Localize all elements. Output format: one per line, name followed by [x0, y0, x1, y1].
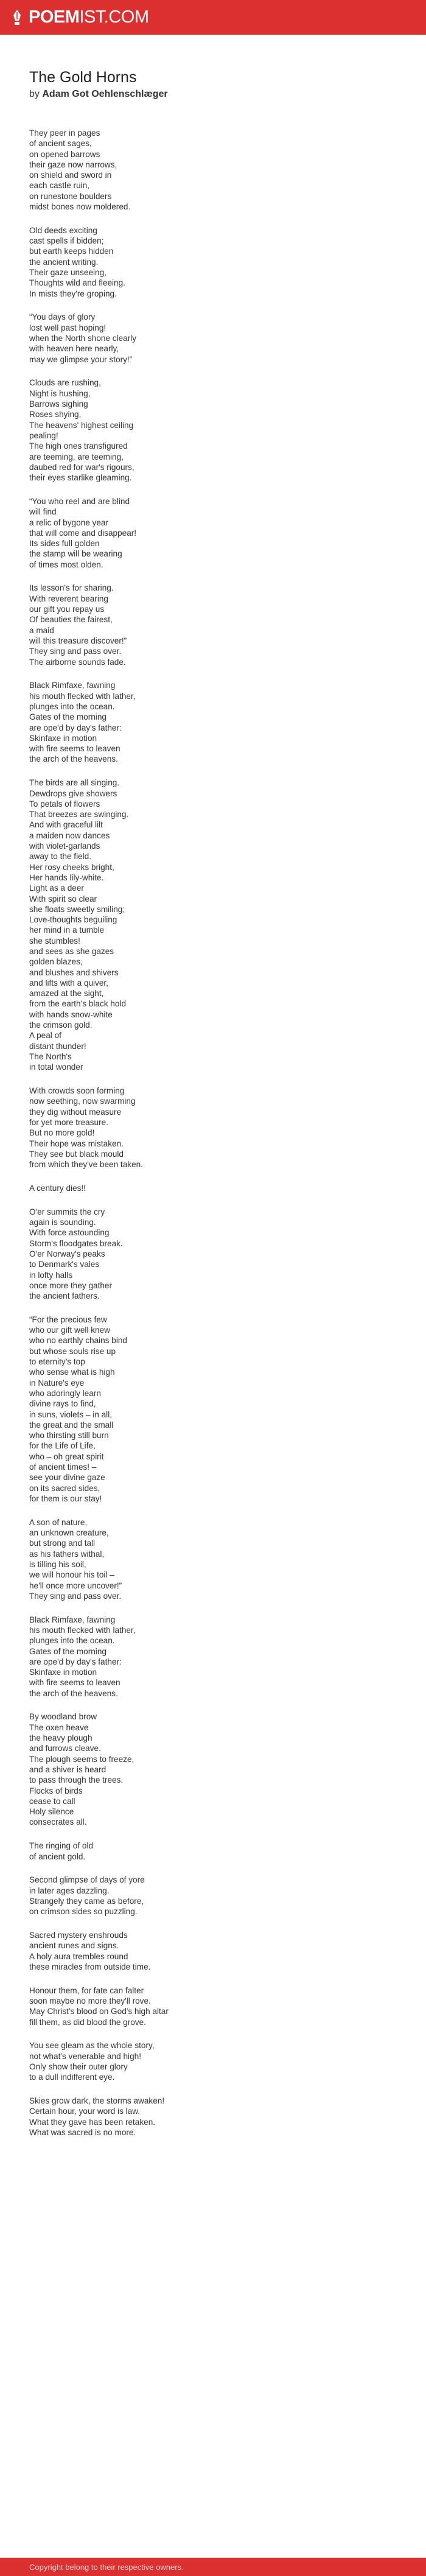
poem-line: the great and the small: [29, 1420, 114, 1430]
poem-line: But no more gold!: [29, 1128, 95, 1138]
poem-line: Holy silence: [29, 1807, 74, 1817]
poem-stanza: [29, 1985, 407, 2027]
brand-name-bold: POEM: [29, 7, 80, 27]
poem-line: To petals of flowers: [29, 799, 100, 809]
poem-line: They see but black mould: [29, 1149, 124, 1159]
poem-line: A century dies!!: [29, 1183, 86, 1193]
poem-line: in Nature's eye: [29, 1378, 85, 1388]
poem-line: The plough seems to freeze,: [29, 1754, 134, 1764]
poem-line: from the earth's black hold: [29, 999, 127, 1009]
poem-line: and blushes and shivers: [29, 967, 119, 977]
poem-content: [29, 68, 407, 2151]
poem-line: on shield and sword in: [29, 170, 112, 180]
poem-line: Her rosy cheeks bright,: [29, 862, 114, 872]
poem-line: who no earthly chains bind: [29, 1336, 127, 1346]
poem-stanza: [29, 496, 407, 570]
poem-line: Honour them, for fate can falter: [29, 1985, 144, 1995]
poem-line: that will come and disappear!: [29, 528, 137, 538]
poem-line: By woodland brow: [29, 1712, 97, 1722]
poem-line: a maiden now dances: [29, 830, 110, 840]
poem-line: lost well past hoping!: [29, 323, 106, 332]
poem-line: “You who reel and are blind: [29, 496, 130, 506]
poem-line: Its lesson's for sharing.: [29, 583, 114, 593]
poem-line: cast spells if bidden;: [29, 236, 104, 246]
poem-line: Light as a deer: [29, 883, 84, 893]
poem-line: A holy aura trembles round: [29, 1951, 128, 1961]
poem-line: They sing and pass over.: [29, 647, 122, 656]
poem-line: The heavens' highest ceiling: [29, 420, 134, 430]
poem-line: the crimson gold.: [29, 1020, 93, 1030]
poem-line: Love-thoughts beguiling: [29, 915, 117, 925]
poem-line: she floats sweetly smiling;: [29, 904, 125, 914]
poem-line: And with graceful lilt: [29, 820, 103, 830]
poem-line: That breezes are swinging.: [29, 810, 129, 819]
poem-stanza: [29, 583, 407, 667]
poem-line: on opened barrows: [29, 149, 100, 159]
poem-stanza: [29, 1615, 407, 1699]
poem-line: when the North shone clearly: [29, 334, 137, 343]
poem-line: in suns, violets – in all,: [29, 1409, 113, 1419]
poem-line: for yet more treasure.: [29, 1117, 108, 1127]
poem-line: Her hands lily-white.: [29, 872, 104, 882]
poem-line: Roses shying,: [29, 410, 82, 419]
poem-line: Skies grow dark, the storms awaken!: [29, 2096, 165, 2106]
poem-line: but strong and tall: [29, 1539, 96, 1548]
poem-stanza: [29, 1207, 407, 1302]
poem-line: Sacred mystery enshrouds: [29, 1931, 128, 1940]
poem-line: Clouds are rushing,: [29, 378, 101, 388]
site-header: [0, 0, 426, 35]
poem-line: is tilling his soil,: [29, 1559, 86, 1569]
poem-line: with violet-garlands: [29, 841, 100, 851]
poem-line: Of beauties the fairest,: [29, 615, 113, 625]
poem-line: With crowds soon forming: [29, 1086, 125, 1096]
poem-line: he'll once more uncover!”: [29, 1581, 122, 1590]
poem-line: Dewdrops give showers: [29, 788, 117, 798]
poem-line: who thirsting still burn: [29, 1431, 109, 1441]
poem-line: her mind in a tumble: [29, 925, 105, 935]
poem-line: on its sacred sides,: [29, 1483, 100, 1493]
poem-stanza: [29, 377, 407, 483]
poem-line: The airborne sounds fade.: [29, 657, 126, 667]
poem-line: Their hope was mistaken.: [29, 1139, 124, 1148]
poem-line: What they gave has been retaken.: [29, 2117, 156, 2127]
copyright-notice: Copyright belong to their respective owners.: [29, 2562, 184, 2572]
poem-line: on runestone boulders: [29, 191, 112, 201]
poem-line: now seething, now swarming: [29, 1097, 136, 1106]
poem-line: In mists they're groping.: [29, 289, 117, 298]
poem-line: The ringing of old: [29, 1841, 94, 1851]
brand-name-light: IST.COM: [79, 7, 149, 27]
poem-line: and a shiver is heard: [29, 1764, 106, 1774]
poem-line: O'er summits the cry: [29, 1207, 105, 1216]
poem-line: she stumbles!: [29, 936, 80, 946]
poem-line: soon maybe no more they'll rove.: [29, 1996, 151, 2006]
poem-line: and lifts with a quiver,: [29, 978, 108, 988]
poem-line: You see gleam as the whole story,: [29, 2041, 155, 2051]
poem-line: and furrows cleave.: [29, 1744, 101, 1753]
poem-line: the stamp will be wearing: [29, 549, 122, 559]
poem-line: the ancient fathers.: [29, 1291, 100, 1301]
poem-line: Storm's floodgates break.: [29, 1238, 123, 1248]
poem-line: May Christ's blood on God's high altar: [29, 2007, 169, 2016]
poem-line: With spirit so clear: [29, 894, 97, 904]
poem-line: The high ones transfigured: [29, 441, 128, 451]
poem-line: Certain hour, your word is law.: [29, 2107, 141, 2116]
poem-stanza: [29, 1517, 407, 1601]
poem-line: the heavy plough: [29, 1733, 93, 1743]
poem-line: a maid: [29, 625, 54, 635]
poem-line: are ope'd by day's father:: [29, 1657, 122, 1666]
poem-line: consecrates all.: [29, 1817, 87, 1827]
poem-line: away to the field.: [29, 852, 92, 862]
poem-line: Strangely they came as before,: [29, 1896, 144, 1906]
poem-line: to a dull indifferent eye.: [29, 2072, 115, 2082]
poem-line: Old deeds exciting: [29, 225, 97, 235]
poem-line: Gates of the morning: [29, 712, 106, 722]
poem-line: but whose souls rise up: [29, 1346, 116, 1356]
poem-line: midst bones now moldered.: [29, 202, 131, 212]
poem-line: The birds are all singing.: [29, 778, 120, 788]
poem-line: Its sides full golden: [29, 539, 100, 549]
poem-line: who our gift well knew: [29, 1325, 110, 1335]
poem-line: the arch of the heavens.: [29, 754, 118, 764]
poem-line: O'er Norway's peaks: [29, 1249, 105, 1258]
poem-stanza: [29, 2040, 407, 2082]
byline-prefix: by: [29, 89, 40, 99]
poem-line: who – oh great spirit: [29, 1451, 104, 1461]
poem-line: to pass through the trees.: [29, 1775, 124, 1785]
poem-line: Their gaze unseeing,: [29, 268, 106, 278]
poem-line: their gaze now narrows,: [29, 160, 117, 169]
poem-stanza: [29, 128, 407, 212]
poem-line: will find: [29, 507, 57, 517]
poem-line: Night is hushing,: [29, 388, 91, 398]
poem-line: from which they've been taken.: [29, 1160, 143, 1170]
poem-line: with fire seems to leaven: [29, 1678, 120, 1688]
poem-line: pealing!: [29, 430, 58, 440]
poem-stanza: [29, 1875, 407, 1917]
poem-stanza: [29, 680, 407, 764]
poem-line: his mouth flecked with lather,: [29, 691, 136, 701]
poem-line: the ancient writing.: [29, 257, 99, 267]
poem-stanza: [29, 312, 407, 364]
poem-byline: [29, 88, 407, 101]
poem-line: for the Life of Life,: [29, 1441, 96, 1451]
poem-line: Only show their outer glory: [29, 2062, 128, 2071]
poem-line: not what's venerable and high!: [29, 2051, 141, 2061]
poem-stanza: [29, 1841, 407, 1862]
poem-line: may we glimpse your story!”: [29, 354, 133, 364]
poem-line: The oxen heave: [29, 1722, 89, 1732]
poem-line: With reverent bearing: [29, 594, 108, 603]
poem-line: in later ages dazzling.: [29, 1886, 110, 1895]
poem-line: with heaven here nearly,: [29, 344, 119, 354]
poem-line: once more they gather: [29, 1280, 113, 1290]
poem-line: They peer in pages: [29, 128, 100, 138]
poem-stanza: [29, 1711, 407, 1827]
poem-line: Black Rimfaxe, fawning: [29, 1615, 116, 1624]
poem-line: their eyes starlike gleaming.: [29, 473, 132, 483]
poem-line: Flocks of birds: [29, 1786, 83, 1795]
poem-stanza: [29, 225, 407, 299]
poem-line: plunges into the ocean.: [29, 701, 115, 711]
site-logo[interactable]: [10, 9, 149, 26]
poem-line: “You days of glory: [29, 312, 96, 322]
poem-line: in lofty halls: [29, 1270, 73, 1280]
poem-line: for them is our stay!: [29, 1493, 102, 1503]
poem-line: on crimson sides so puzzling.: [29, 1907, 138, 1917]
poem-stanza: [29, 1930, 407, 1972]
poem-line: are teeming, are teeming,: [29, 452, 124, 462]
poem-line: Skinfaxe in motion: [29, 733, 97, 743]
poem-line: divine rays to find,: [29, 1399, 96, 1409]
poem-line: With force astounding: [29, 1228, 110, 1238]
poem-line: They sing and pass over.: [29, 1591, 122, 1601]
poem-line: who adoringly learn: [29, 1388, 101, 1398]
poem-line: The North's: [29, 1051, 72, 1061]
poem-body: [29, 128, 407, 2138]
poem-line: plunges into the ocean.: [29, 1636, 115, 1646]
poem-line: see your divine gaze: [29, 1473, 105, 1483]
poem-line: “For the precious few: [29, 1314, 107, 1324]
poem-line: Thoughts wild and fleeing.: [29, 278, 125, 288]
poem-title: The Gold Horns: [29, 69, 137, 86]
poem-line: ancient runes and signs.: [29, 1941, 119, 1951]
poem-line: with fire seems to leaven: [29, 744, 120, 754]
poem-line: amazed at the sight,: [29, 989, 104, 998]
site-footer: [0, 2558, 426, 2576]
brand-name: [29, 9, 149, 26]
poem-line: Black Rimfaxe, fawning: [29, 681, 116, 690]
poem-line: the arch of the heavens.: [29, 1688, 118, 1698]
poem-line: A son of nature,: [29, 1517, 88, 1527]
poem-line: to Denmark's vales: [29, 1260, 100, 1269]
poem-line: are ope'd by day's father:: [29, 723, 122, 732]
poem-author[interactable]: Adam Got Oehlenschlæger: [42, 89, 168, 99]
poem-line: each castle ruin,: [29, 181, 89, 191]
poem-line: who sense what is high: [29, 1367, 115, 1377]
poem-stanza: [29, 1314, 407, 1504]
poem-line: Gates of the morning: [29, 1646, 106, 1656]
poem-line: of ancient gold.: [29, 1851, 86, 1861]
poem-line: daubed red for war's rigours,: [29, 462, 134, 472]
poem-line: his mouth flecked with lather,: [29, 1625, 136, 1635]
poem-stanza: [29, 1086, 407, 1170]
poem-line: A peal of: [29, 1031, 61, 1041]
poem-line: distant thunder!: [29, 1041, 86, 1051]
poem-line: fill them, as did blood the grove.: [29, 2017, 146, 2027]
poem-line: of ancient sages,: [29, 139, 92, 149]
poem-line: but earth keeps hidden: [29, 247, 114, 256]
poem-line: Barrows sighing: [29, 399, 88, 409]
poem-line: will this treasure discover!”: [29, 636, 127, 645]
poem-line: our gift you repay us: [29, 605, 105, 614]
poem-line: cease to call: [29, 1796, 75, 1806]
poem-line: a relic of bygone year: [29, 518, 108, 527]
poem-stanza: [29, 777, 407, 1072]
quill-pen-icon: [10, 9, 24, 26]
poem-line: Skinfaxe in motion: [29, 1668, 97, 1677]
poem-line: with hands snow-white: [29, 1009, 113, 1019]
poem-stanza: [29, 2096, 407, 2138]
poem-line: these miracles from outside time.: [29, 1962, 151, 1971]
poem-line: golden blazes,: [29, 957, 83, 967]
poem-line: they dig without measure: [29, 1107, 122, 1117]
poem-line: of ancient times! –: [29, 1462, 97, 1472]
poem-line: to eternity's top: [29, 1357, 85, 1367]
poem-stanza: [29, 1183, 407, 1193]
poem-line: What was sacred is no more.: [29, 2127, 136, 2137]
poem-line: we will honour his toil –: [29, 1570, 114, 1580]
poem-line: in total wonder: [29, 1062, 83, 1072]
poem-line: and sees as she gazes: [29, 946, 114, 956]
poem-line: Second glimpse of days of yore: [29, 1875, 145, 1885]
poem-line: again is sounding.: [29, 1218, 96, 1227]
poem-line: of times most olden.: [29, 560, 103, 569]
poem-line: as his fathers withal,: [29, 1549, 105, 1559]
poem-line: an unknown creature,: [29, 1528, 109, 1538]
